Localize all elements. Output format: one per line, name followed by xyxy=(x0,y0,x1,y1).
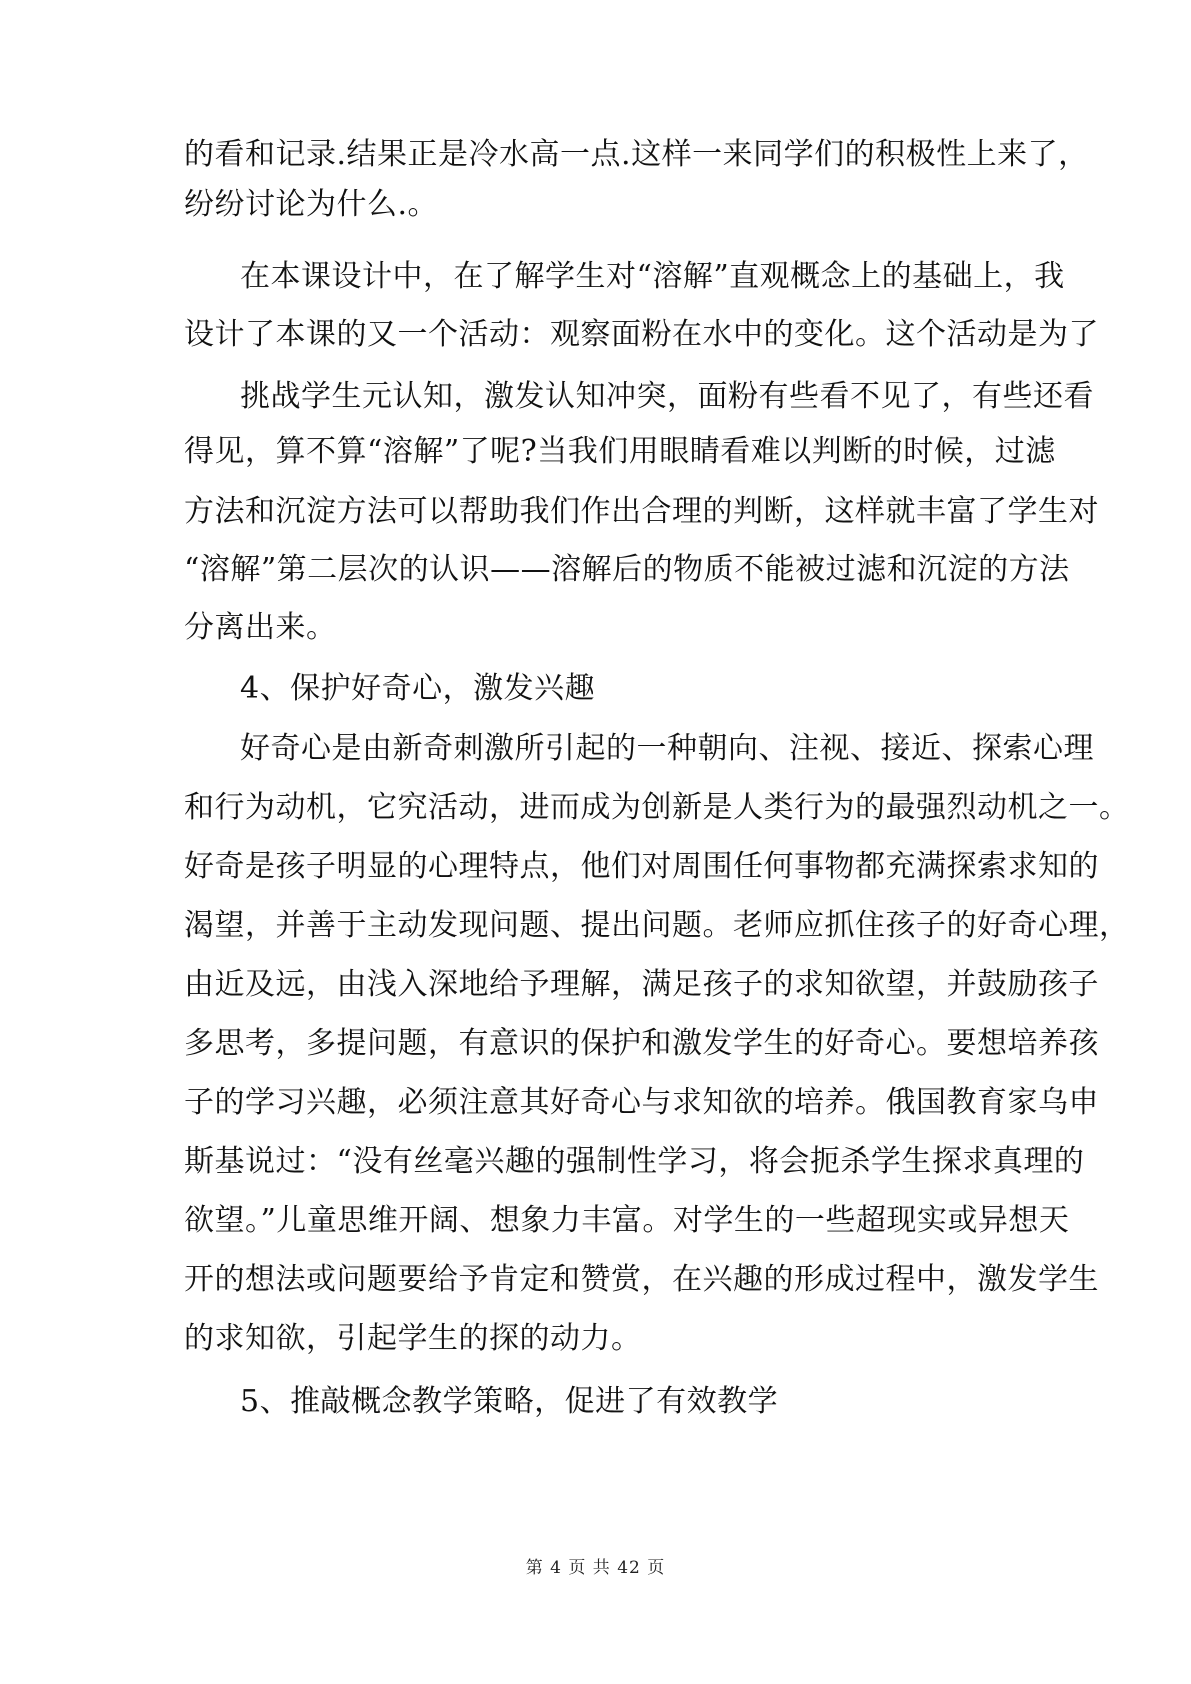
paragraph-line: 方法和沉淀方法可以帮助我们作出合理的判断，这样就丰富了学生对 xyxy=(184,494,1099,529)
section-heading: 4、保护好奇心，激发兴趣 xyxy=(240,671,596,706)
paragraph-line: 好奇心是由新奇刺激所引起的一种朝向、注视、接近、探索心理 xyxy=(240,731,1094,766)
paragraph-line: 好奇是孩子明显的心理特点，他们对周围任何事物都充满探索求知的 xyxy=(184,849,1099,884)
paragraph-line: 纷纷讨论为什么.。 xyxy=(184,187,439,222)
paragraph-line: 挑战学生元认知，激发认知冲突，面粉有些看不见了，有些还看 xyxy=(240,379,1094,414)
paragraph-line: 欲望。”儿童思维开阔、想象力丰富。对学生的一些超现实或异想天 xyxy=(184,1203,1070,1238)
paragraph-line: 的求知欲，引起学生的探的动力。 xyxy=(184,1321,642,1356)
paragraph-line: 开的想法或问题要给予肯定和赞赏，在兴趣的形成过程中，激发学生 xyxy=(184,1262,1099,1297)
paragraph-line: 多思考，多提问题，有意识的保护和激发学生的好奇心。要想培养孩 xyxy=(184,1026,1099,1061)
paragraph-line: 得见，算不算“溶解”了呢?当我们用眼睛看难以判断的时候，过滤 xyxy=(184,434,1056,469)
paragraph-line: 和行为动机，它究活动，进而成为创新是人类行为的最强烈动机之一。 xyxy=(184,790,1130,825)
paragraph-line: 的看和记录.结果正是冷水高一点.这样一来同学们的积极性上来了， xyxy=(184,137,1089,172)
paragraph-line: 子的学习兴趣，必须注意其好奇心与求知欲的培养。俄国教育家乌申 xyxy=(184,1085,1099,1120)
paragraph-line: 渴望，并善于主动发现问题、提出问题。老师应抓住孩子的好奇心理， xyxy=(184,908,1130,943)
paragraph-line: 斯基说过：“没有丝毫兴趣的强制性学习，将会扼杀学生探求真理的 xyxy=(184,1144,1085,1179)
section-heading: 5、推敲概念教学策略，促进了有效教学 xyxy=(240,1384,779,1419)
paragraph-line: 设计了本课的又一个活动：观察面粉在水中的变化。这个活动是为了 xyxy=(184,317,1099,352)
paragraph-line: 分离出来。 xyxy=(184,610,337,645)
paragraph-line: “溶解”第二层次的认识——溶解后的物质不能被过滤和沉淀的方法 xyxy=(184,552,1070,587)
page-number-footer: 第 4 页 共 42 页 xyxy=(525,1558,666,1578)
paragraph-line: 由近及远，由浅入深地给予理解，满足孩子的求知欲望，并鼓励孩子 xyxy=(184,967,1099,1002)
paragraph-line: 在本课设计中，在了解学生对“溶解”直观概念上的基础上，我 xyxy=(240,259,1065,294)
